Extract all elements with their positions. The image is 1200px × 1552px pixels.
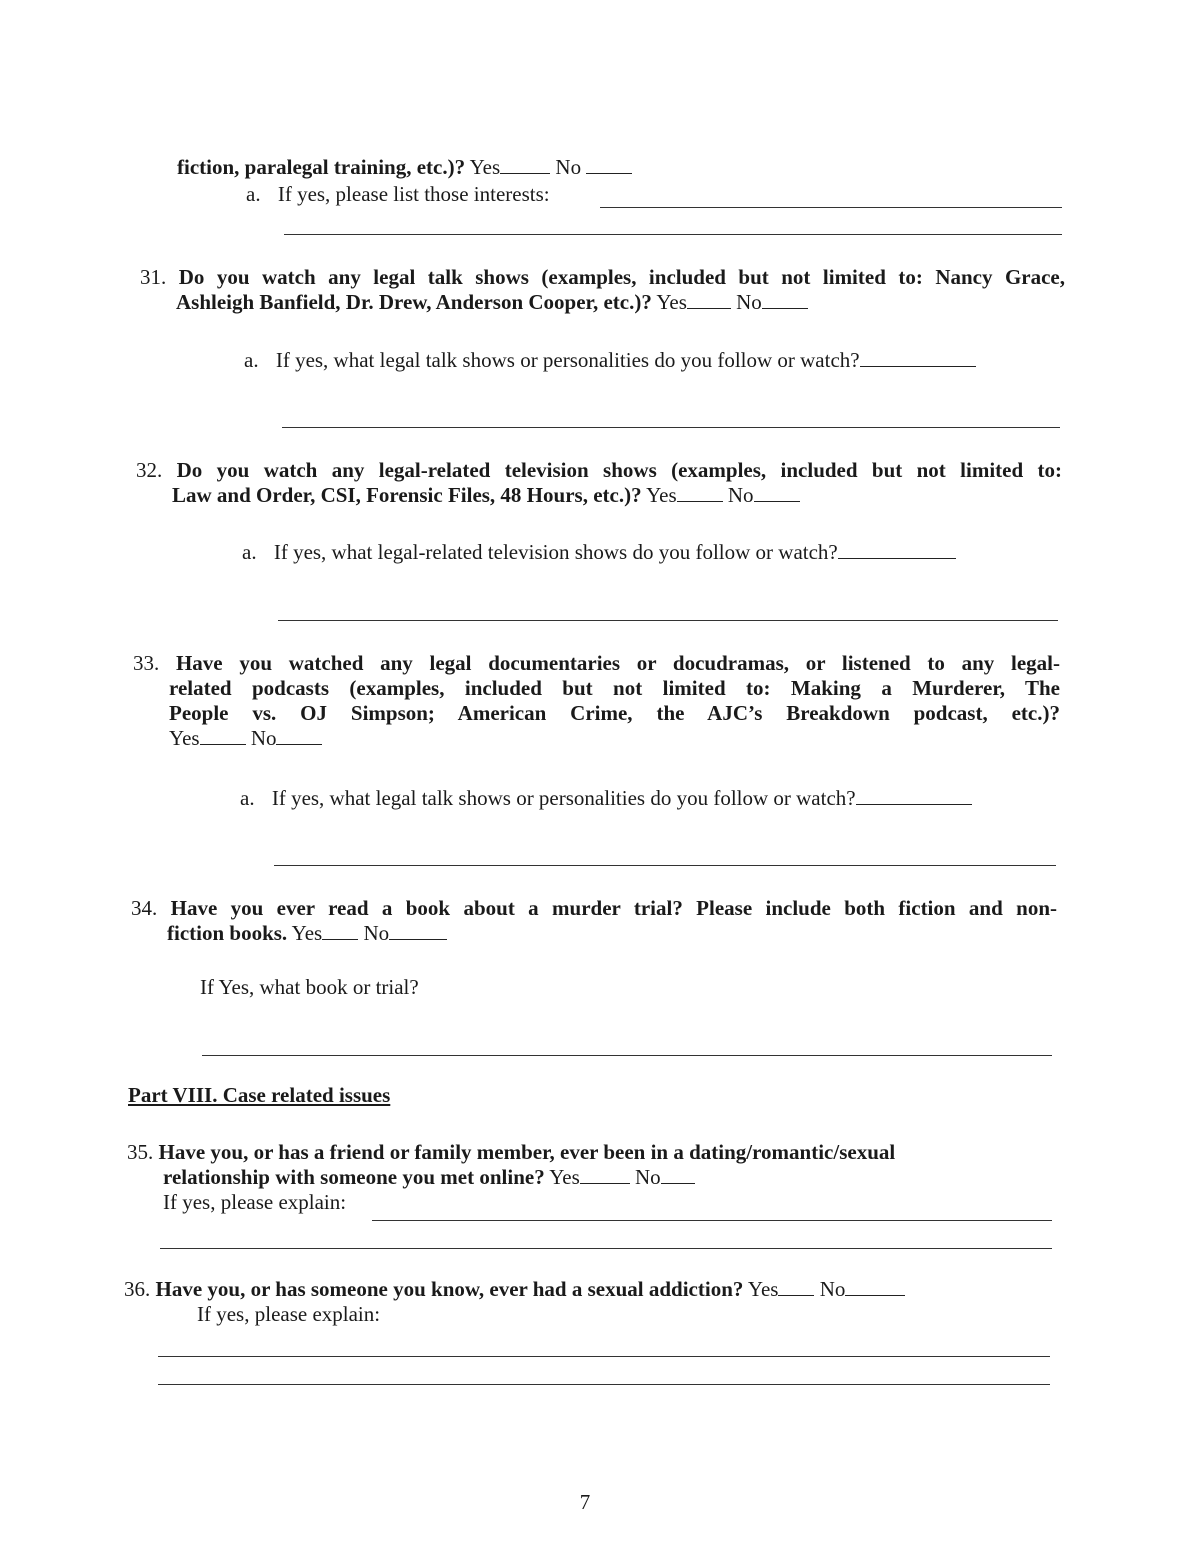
q35-text-line2: relationship with someone you met online? (163, 1165, 545, 1189)
q32-no-label: No (727, 483, 754, 507)
q33a-letter: a. (240, 786, 255, 810)
q35 (127, 1140, 1027, 1215)
q35-no-label: No (635, 1165, 661, 1189)
q31-line2 (140, 290, 1065, 315)
q31 (140, 265, 1065, 315)
q36-line1 (124, 1277, 905, 1302)
q30-text: fiction, paralegal training, etc.)? (177, 155, 466, 179)
q30a-line (246, 182, 550, 207)
q31a-letter: a. (244, 348, 259, 372)
q32-no-blank[interactable] (754, 483, 800, 502)
q32-text-line1: Do you watch any legal-related television shows (examples, included but not limited to: (176, 458, 1063, 482)
q33a-line (240, 786, 972, 811)
q34-yes-blank[interactable] (322, 921, 358, 940)
q36-no-blank[interactable] (845, 1277, 905, 1296)
q36 (124, 1277, 905, 1327)
q32a-letter: a. (242, 540, 257, 564)
q36-yes-label: Yes (747, 1277, 779, 1301)
q36-no-label: No (819, 1277, 846, 1301)
q36-text-line1: Have you, or has someone you know, ever had a sexual addiction? (155, 1277, 744, 1301)
q34-no-label: No (363, 921, 390, 945)
q31-text-line2: Ashleigh Banfield, Dr. Drew, Anderson Cooper, etc.)? (176, 290, 652, 314)
q34-number: 34. (131, 896, 158, 920)
q33-text-line2: related podcasts (examples, included but not limited to: Making a Murderer, The (169, 676, 1060, 700)
q35-line2 (127, 1165, 1027, 1190)
q34-no-blank[interactable] (389, 921, 447, 940)
q33-yes-no (133, 726, 1060, 751)
q32-text-line2: Law and Order, CSI, Forensic Files, 48 Hours, etc.)? (172, 483, 642, 507)
q35-line1 (127, 1140, 1027, 1165)
q32a-text: If yes, what legal-related television shows do you follow or watch? (273, 540, 838, 564)
q36-answer-line-2[interactable] (158, 1384, 1050, 1385)
q30a-text: If yes, please list those interests: (277, 182, 550, 206)
q34 (131, 896, 1057, 946)
q31a-line (244, 348, 976, 373)
q33-yes-label: Yes (169, 726, 200, 750)
q33-number: 33. (133, 651, 160, 675)
q34-text-line2: fiction books. (167, 921, 288, 945)
q34-text-line1: Have you ever read a book about a murder trial? Please include both fiction and non- (170, 896, 1057, 920)
q31-yes-label: Yes (656, 290, 687, 314)
q35-yes-blank[interactable] (580, 1165, 630, 1184)
q34-answer-line[interactable] (202, 1055, 1052, 1056)
q32-yes-label: Yes (646, 483, 677, 507)
q30-no-label: No (555, 155, 582, 179)
q35-text-line1: Have you, or has a friend or family member, ever been in a dating/romantic/sexual (158, 1140, 896, 1164)
q35-answer-line-1[interactable] (372, 1220, 1052, 1221)
q36-answer-line-1[interactable] (158, 1356, 1050, 1357)
q35-explain: If yes, please explain: (163, 1190, 347, 1214)
q35-explain-line (127, 1190, 1027, 1215)
q33-text-line3: People vs. OJ Simpson; American Crime, the AJC’s Breakdown podcast, etc.)? (169, 701, 1060, 725)
q33-yes-blank[interactable] (200, 726, 246, 745)
q30-yes-blank[interactable] (500, 155, 550, 174)
q36-explain-line (124, 1302, 905, 1327)
q34-follow: If Yes, what book or trial? (200, 975, 419, 999)
q32a-answer-blank[interactable] (838, 540, 956, 559)
q30a-answer-line-2[interactable] (284, 234, 1062, 235)
q33a-answer-blank[interactable] (856, 786, 972, 805)
q31-number: 31. (140, 265, 167, 289)
q33a-text: If yes, what legal talk shows or personalities do you follow or watch? (271, 786, 856, 810)
q36-yes-blank[interactable] (778, 1277, 814, 1296)
q36-number: 36. (124, 1277, 151, 1301)
q31-text-line1: Do you watch any legal talk shows (examples, included but not limited to: Nancy Grace, (178, 265, 1065, 289)
q31-yes-blank[interactable] (687, 290, 731, 309)
q32-yes-blank[interactable] (677, 483, 723, 502)
q35-no-blank[interactable] (661, 1165, 695, 1184)
q34-yes-label: Yes (291, 921, 323, 945)
q32a-answer-line[interactable] (278, 620, 1058, 621)
q30-no-blank[interactable] (586, 155, 632, 174)
q30a-letter: a. (246, 182, 261, 206)
q32-number: 32. (136, 458, 163, 482)
q33-no-blank[interactable] (276, 726, 322, 745)
page-number: 7 (579, 1490, 591, 1514)
q33-text-line1: Have you watched any legal documentaries or docudramas, or listened to any legal- (175, 651, 1060, 675)
q32a-line (242, 540, 956, 565)
q33-no-label: No (250, 726, 277, 750)
q34-line1 (131, 896, 1057, 921)
q30a-answer-line-1[interactable] (600, 207, 1062, 208)
q31a-answer-blank[interactable] (860, 348, 976, 367)
q34-line2 (131, 921, 1057, 946)
q35-yes-label: Yes (549, 1165, 580, 1189)
q31a-answer-line[interactable] (282, 427, 1060, 428)
q31-no-blank[interactable] (762, 290, 808, 309)
q31-line1 (140, 265, 1065, 290)
q30-yes-label: Yes (469, 155, 501, 179)
q33 (133, 651, 1060, 751)
part-viii-heading: Part VIII. Case related issues (128, 1083, 391, 1107)
q31a-text: If yes, what legal talk shows or personalities do you follow or watch? (275, 348, 860, 372)
q35-answer-line-2[interactable] (160, 1248, 1052, 1249)
q31-no-label: No (736, 290, 762, 314)
q30-line (177, 155, 632, 180)
q32 (136, 458, 1062, 508)
q32-line2 (136, 483, 1062, 508)
q33-line1 (133, 651, 1060, 676)
q36-explain: If yes, please explain: (197, 1302, 381, 1326)
q33a-answer-line[interactable] (274, 865, 1056, 866)
q32-line1 (136, 458, 1062, 483)
q35-number: 35. (127, 1140, 154, 1164)
